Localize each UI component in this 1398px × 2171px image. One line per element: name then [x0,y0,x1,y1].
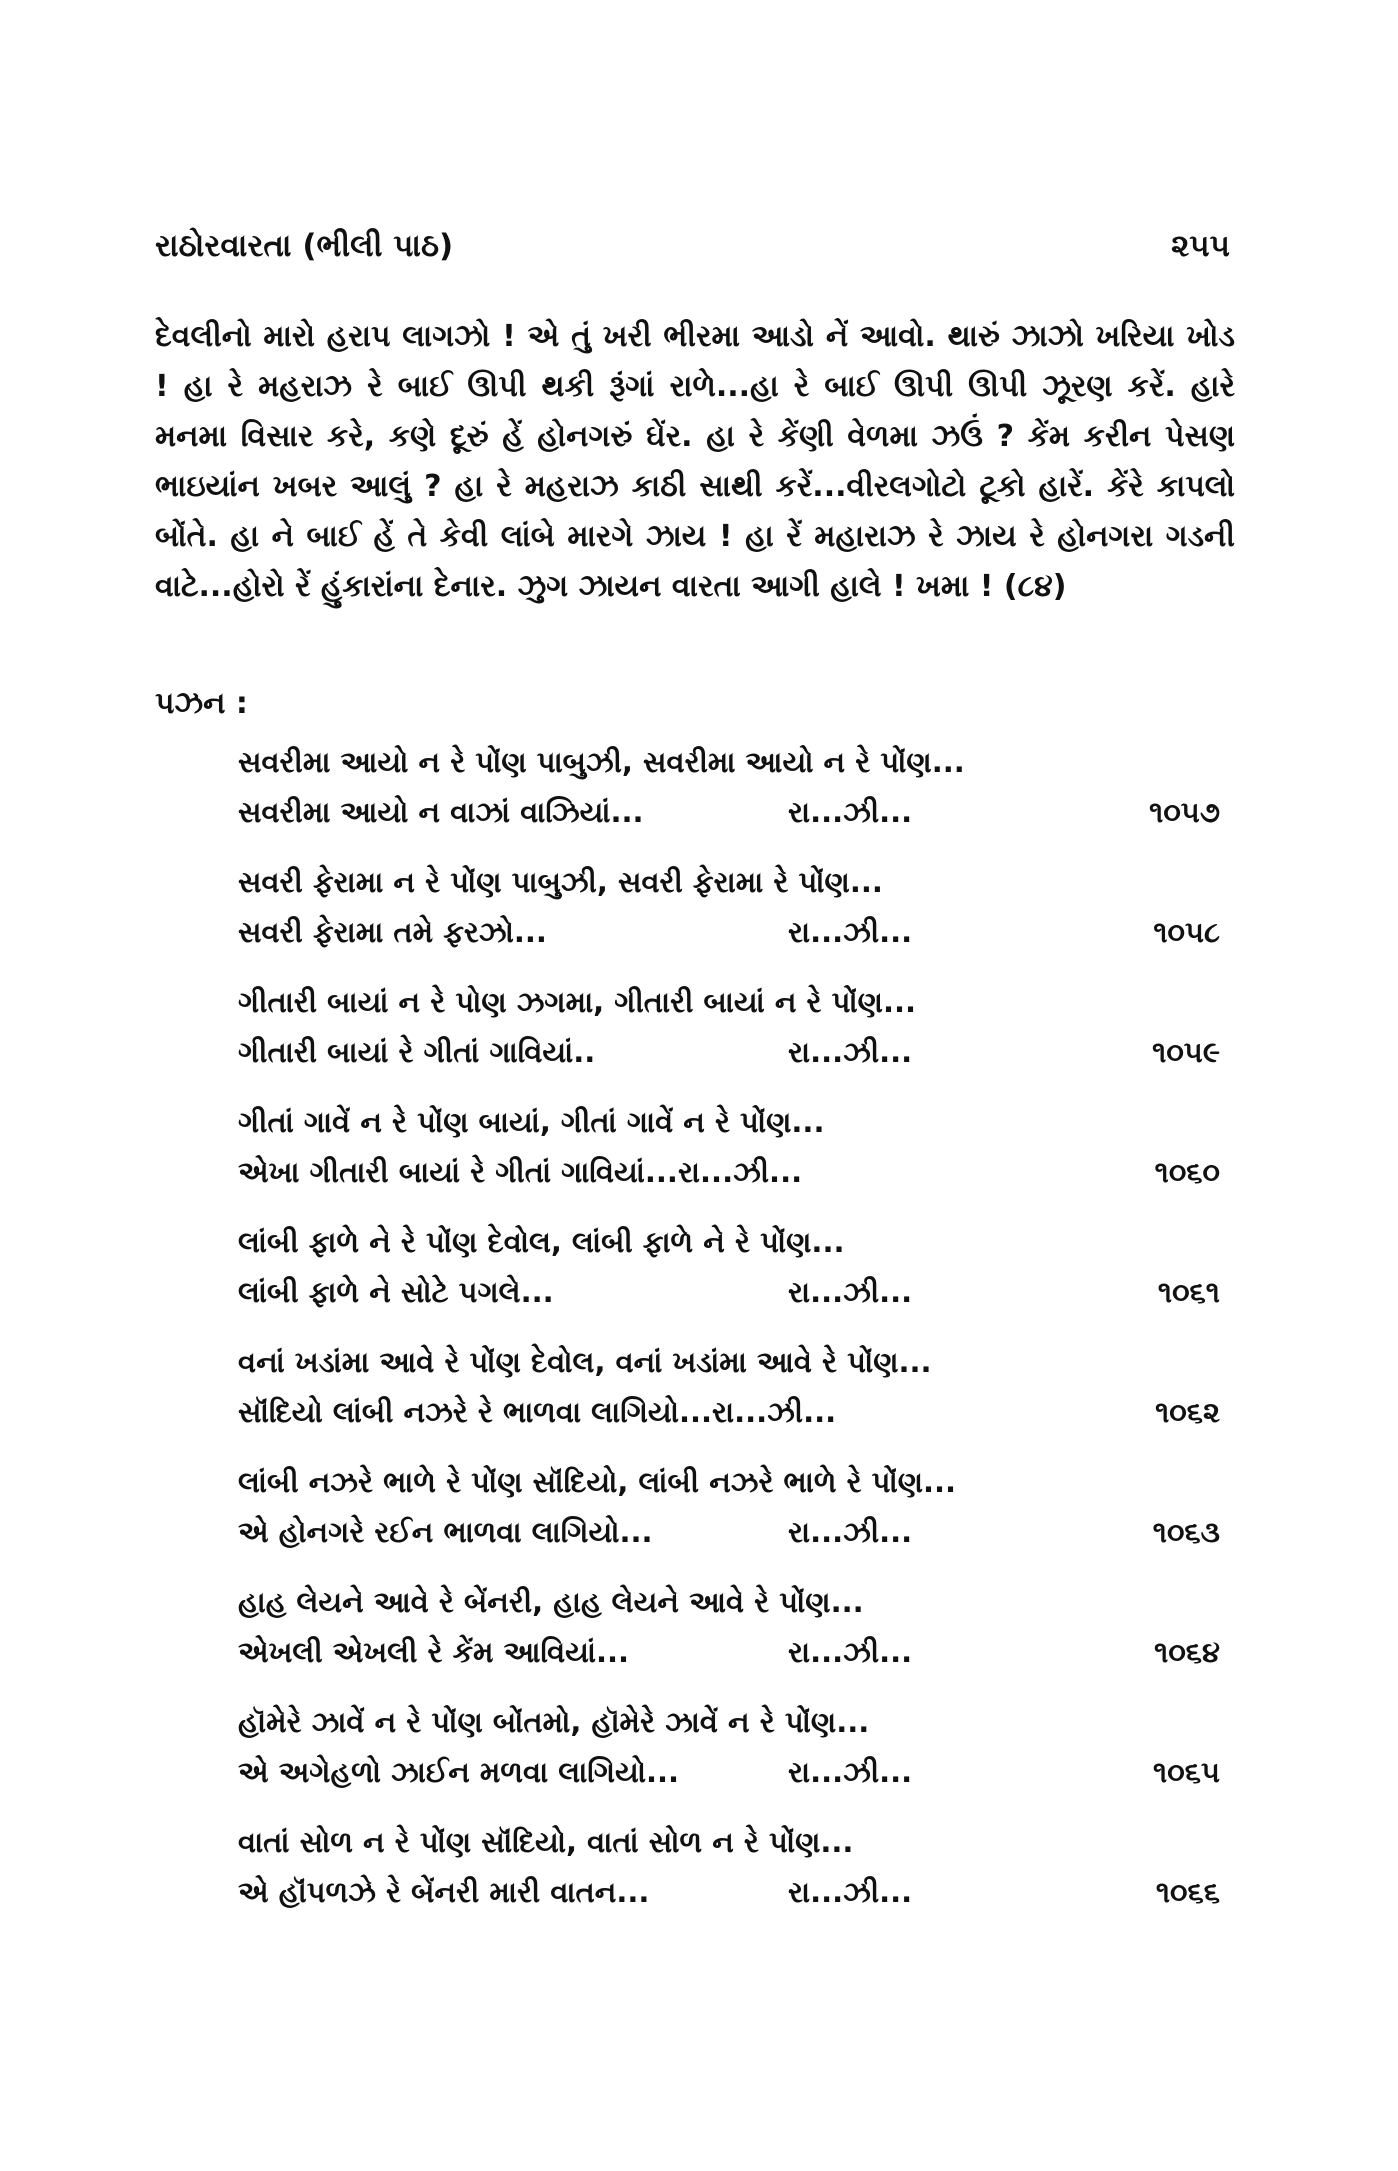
verse-number: ૧૦૬૩ [1152,1514,1220,1549]
verse-line-2: એ હૉંપળઝે રે બેંનરી મારી વાતન... રા...ઝી... ૧૦૬૬ [238,1874,1220,1909]
verse-number: ૧૦૬૬ [1155,1874,1220,1909]
verse-line-1: વાતાં સોળ ન રે પોંણ સૉંદિયો, વાતાં સોળ ન રે પોંણ... [238,1824,854,1859]
verse-line-1: ગીતાં ગાવેં ન રે પોંણ બાયાં, ગીતાં ગાવેં ન રે પોંણ... [238,1104,825,1139]
verse-line-1: સવરીમા આયો ન રે પોંણ પાબુઝી, સવરીમા આયો ન રે પોંણ... [238,744,965,779]
verse-number: ૧૦૬૨ [1155,1394,1220,1429]
stanza [238,1457,1238,1577]
verse-number: ૧૦૬૦ [1154,1154,1220,1189]
verse-number: ૧૦૫૯ [1152,1034,1220,1069]
section-label: પઝન : [155,686,248,721]
verse-line-1: સવરી ફેરામા ન રે પોંણ પાબુઝી, સવરી ફેરામા રે પોંણ... [238,864,883,899]
verse-line-2: એ અગેહળો ઝાઈન મળવા લાગિયો... રા...ઝી... ૧૦૬૫ [238,1754,1220,1789]
stanza [238,1817,1238,1937]
verse-line-1: હાહ લેયને આવે રે બેંનરી, હાહ લેયને આવે રે પોંણ... [238,1584,864,1619]
verse-line-2: એ હોનગરે રઈન ભાળવા લાગિયો... રા...ઝી... ૧૦૬૩ [238,1514,1220,1549]
verse-line-2: એખા ગીતારી બાયાં રે ગીતાં ગાવિયાં...રા...ઝી... ૧૦૬૦ [238,1154,1220,1189]
refrain: રા...ઝી... [788,914,913,949]
stanza [238,1217,1238,1337]
refrain: રા...ઝી... [788,1274,913,1309]
running-head [155,228,1230,278]
stanza [238,1337,1238,1457]
verse-line-2: સવરીમા આયો ન વાઝાં વાઝિયાં... રા...ઝી... ૧૦૫૭ [238,794,1220,829]
verse-number: ૧૦૫૭ [1149,794,1220,829]
page-number: ૨૫૫ [1171,228,1230,264]
verse-line-1: લાંબી ફાળે ને રે પોંણ દેવોલ, લાંબી ફાળે ને રે પોંણ... [238,1224,845,1259]
refrain: રા...ઝી... [788,1514,913,1549]
verse-line-2: ગીતારી બાયાં રે ગીતાં ગાવિયાં.. રા...ઝી... ૧૦૫૯ [238,1034,1220,1069]
stanza [238,737,1238,857]
refrain: રા...ઝી... [788,794,913,829]
prose-paragraph: દેવલીનો મારો હરાપ લાગઝો ! એ તું ખરી ભીરમા આડો નેં આવો. થારું ઝાઝો ખરિયા ખોડ ! હા રે મહરાઝ રે બાઈ ઊપી થકી રૂંગાં રાળે...હા રે બાઈ ઊપી ઊપી ઝૂરણ કરેં. હારે મનમા વિસાર કરે, કણે દૂરું હેં હોનગરું ઘેંર. હા રે કેંણી વેળમા ઝઉં ? કેંમ કરીન પેસણ ભાઇયાંન ખબર આલું ? હા રે મહરાઝ કાઠી સાથી કરેં...વીરલગોટો ટૂકો હારેં. કેંરે કાપલો બોંતે. હા ને બાઈ હેં તે કેવી લાંબે મારગે ઝાય ! હા રેં મહારાઝ રે ઝાય રે હોનગરા ગડની વાટે...હોરો રેં હુંકારાંના દેનાર. ઝુગ ઝાયન વારતા આગી હાલે ! ખમા ! (૮૪) [155,319,1235,604]
verse-list [238,737,1238,1937]
verse-line-1: હૉમેરે ઝાવેં ન રે પોંણ બોંતમો, હૉમેરે ઝાવેં ન રે પોંણ... [238,1704,870,1739]
verse-line-1: વનાં ખડાંમા આવે રે પોંણ દેવોલ, વનાં ખડાંમા આવે રે પોંણ... [238,1344,932,1379]
stanza [238,1697,1238,1817]
stanza [238,977,1238,1097]
verse-line-2: એખલી એખલી રે કેંમ આવિયાં... રા...ઝી... ૧૦૬૪ [238,1634,1220,1669]
refrain: રા...ઝી... [788,1634,913,1669]
verse-number: ૧૦૬૧ [1157,1274,1220,1309]
verse-line-1: ગીતારી બાયાં ન રે પોણ ઝગમા, ગીતારી બાયાં ન રે પોંણ... [238,984,917,1019]
verse-number: ૧૦૬૪ [1154,1634,1220,1669]
refrain: રા...ઝી... [788,1034,913,1069]
verse-number: ૧૦૬૫ [1153,1754,1220,1789]
verse-line-2: લાંબી ફાળે ને સોટે પગલે... રા...ઝી... ૧૦૬૧ [238,1274,1220,1309]
verse-line-2: સૉંદિયો લાંબી નઝરે રે ભાળવા લાગિયો...રા...ઝી... ૧૦૬૨ [238,1394,1220,1429]
stanza [238,857,1238,977]
stanza [238,1577,1238,1697]
refrain: રા...ઝી... [788,1874,913,1909]
chapter-title: રાઠોરવારતા (ભીલી પાઠ) [155,228,454,264]
refrain: રા...ઝી... [788,1754,913,1789]
stanza [238,1097,1238,1217]
verse-line-2: સવરી ફેરામા તમે ફરઝો... રા...ઝી... ૧૦૫૮ [238,914,1220,949]
verse-line-1: લાંબી નઝરે ભાળે રે પોંણ સૉંદિયો, લાંબી નઝરે ભાળે રે પોંણ... [238,1464,957,1499]
verse-number: ૧૦૫૮ [1153,914,1220,949]
